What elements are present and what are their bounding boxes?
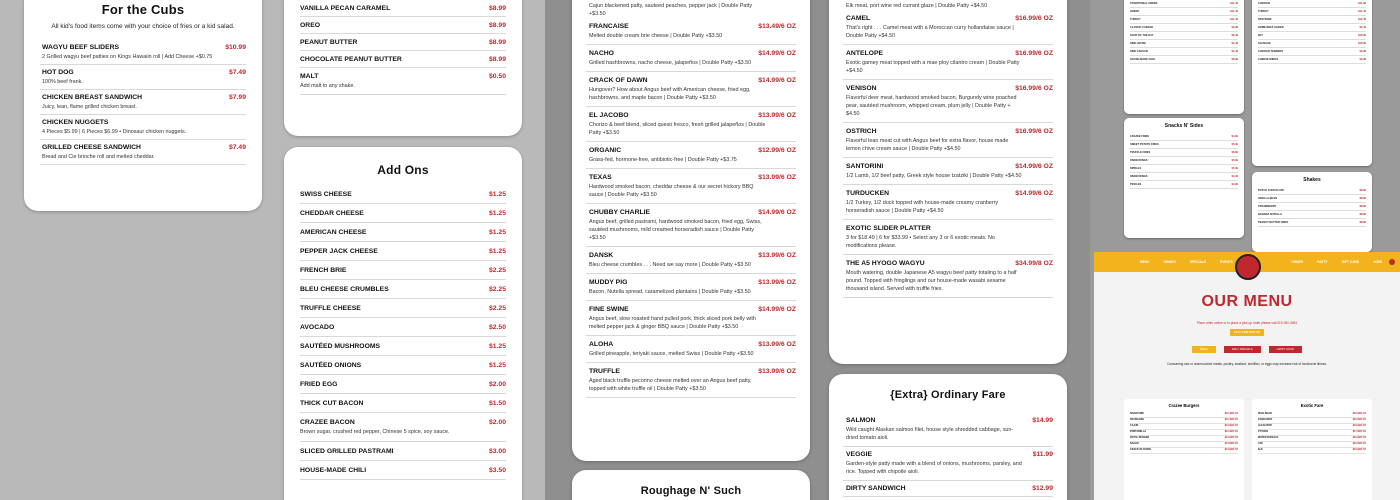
crazee-burgers-list <box>586 18 796 398</box>
menu-item <box>843 481 1053 497</box>
menu-item-header <box>846 190 1053 197</box>
menu-item-header <box>300 324 506 331</box>
tab-daily-specials[interactable]: DAILY SPECIALS <box>1224 346 1261 353</box>
website-exotic-fare-title: Exotic Fare <box>1300 403 1324 408</box>
menu-item-price: $14.99/6 OZ <box>1015 190 1053 197</box>
menu-item-name: CRAZEE BACON <box>300 419 355 426</box>
menu-item-header <box>300 305 506 312</box>
menu-item-description: 4 Pieces $5.99 | 6 Pieces $6.99 • Dinosaur chicken nuggets. <box>42 129 187 135</box>
menu-item-name: ANTELOPE <box>846 50 884 57</box>
menu-item-price: $7.49 <box>228 69 246 76</box>
menu-item-name: PEPPER JACK CHEESE <box>300 248 378 255</box>
menu-item-name: AMERICAN CHEESE <box>300 229 367 236</box>
menu-item-price: $14.99/6 OZ <box>1015 163 1053 170</box>
menu-item-name: TEXAS <box>589 174 612 181</box>
menu-item-name: ORGANIC <box>589 147 622 154</box>
menu-item-price: $13.99/6 OZ <box>758 112 796 119</box>
menu-item-price: $13.99/6 OZ <box>758 368 796 375</box>
thumbnail-snacks-page: Snacks N' Sides CRAZEE FRIES $4.99 SWEET POTATO FRIES $5.49 TRUFFLE FRIES $6.99 ONION RINGS $5.99 SPIRALS $5.49 ONION RINGS $4.49 PICKLES $4.99 <box>1124 118 1244 238</box>
menu-item-header <box>42 69 246 76</box>
menu-item-header <box>300 286 506 293</box>
menu-item-name: CHEDDAR CHEESE <box>300 210 364 217</box>
menu-item-header <box>589 77 796 84</box>
menu-item-description: Brown sugar, crushed red pepper, Chinese 5 spice, soy sauce. <box>300 429 450 435</box>
menu-item-description: Mouth watering, double Japanese A5 wagyu beef patty totaling to a half pound. Topped with fringlings and our house-made wasabi sesame thousand island. Served with truffle fries. <box>846 270 1017 292</box>
menu-item-price: $2.50 <box>488 324 506 331</box>
nav-events-link[interactable]: EVENTS <box>1220 260 1233 264</box>
menu-item-name: EL JACOBO <box>589 112 629 119</box>
menu-item-description: Flavorful lean meat cut with Angus beef for extra flavor, house made lemon chive cream sauce | Double Patty +$4.50 <box>846 138 1009 152</box>
menu-item-header <box>846 128 1053 135</box>
menu-item-description: 1/2 Lamb, 1/2 beef patty, Greek style house tzatziki | Double Patty +$4.50 <box>846 173 1022 179</box>
thumbnail-shakes-page: Shakes DUTCH CHOCOLATE $8.99 VANILLA BEAN $8.99 STRAWBERRY $8.99 BANANA NUTELLA $8.99 PEANUT BUTTER OREO $8.99 <box>1252 172 1372 252</box>
menu-item-name: CAMEL <box>846 15 871 22</box>
menu-item <box>300 413 506 442</box>
website-nav-bar <box>1094 252 1400 272</box>
menu-item-name: CHUBBY CHARLIE <box>589 209 651 216</box>
menu-item-name: EXOTIC SLIDER PLATTER <box>846 225 931 232</box>
menu-item-price: $3.50 <box>488 467 506 474</box>
menu-item-header <box>846 225 1053 232</box>
menu-item <box>300 318 506 337</box>
menu-item-description: Add malt to any shake. <box>300 83 355 89</box>
menu-item-price: $34.99/8 OZ <box>1015 260 1053 267</box>
menu-item-header <box>846 451 1053 458</box>
menu-item <box>300 280 506 299</box>
menu-item <box>586 18 796 45</box>
menu-item <box>300 34 506 51</box>
menu-item-price: $14.99/6 OZ <box>758 306 796 313</box>
exotic-lead-desc: Elk meat, port wine red currant glaze | Double Patty +$4.50 <box>846 3 988 9</box>
menu-item-description: Bleu cheese crumbles . . . Need we say more | Double Patty +$3.50 <box>589 262 751 268</box>
menu-item-name: SWISS CHEESE <box>300 191 352 198</box>
add-ons-list <box>300 185 506 480</box>
menu-item <box>843 80 1053 123</box>
shakes-card <box>284 0 522 136</box>
menu-item <box>843 158 1053 185</box>
menu-item-name: VEGGIE <box>846 451 873 458</box>
menu-item-price: $14.99 <box>1032 417 1053 424</box>
menu-item-price: $1.25 <box>488 210 506 217</box>
add-ons-title: Add Ons <box>377 163 429 177</box>
menu-item-price: $1.25 <box>488 248 506 255</box>
menu-item-price: $12.99/6 OZ <box>758 147 796 154</box>
menu-item <box>843 255 1053 298</box>
menu-item-price: $0.50 <box>488 73 506 80</box>
menu-item <box>40 140 246 165</box>
exotic-fare-card <box>829 0 1067 364</box>
menu-item-header <box>42 144 246 151</box>
menu-item-name: FRIED EGG <box>300 381 338 388</box>
menu-item-price: $1.25 <box>488 229 506 236</box>
menu-item-description: Wild caught Alaskan salmon filet, house style shredded cabbage, sun-dried tomato aioli. <box>846 427 1014 441</box>
call-for-pickup-button[interactable]: CALL FOR PICK UP <box>1230 329 1264 336</box>
menu-item <box>586 336 796 363</box>
menu-item-price: $3.00 <box>488 448 506 455</box>
menu-item-header <box>846 85 1053 92</box>
menu-item-header <box>589 252 796 259</box>
menu-item-description: 1/2 Turkey, 1/2 duck topped with house-made creamy cranberry horseradish sauce | Double Patty +$4.50 <box>846 200 999 214</box>
menu-item-header <box>589 279 796 286</box>
menu-item <box>843 123 1053 158</box>
menu-item-description: Garden-style patty made with a blend of onions, mushrooms, parsley, and rice. Topped with chipotle aioli. <box>846 461 1022 475</box>
menu-item-name: OREO <box>300 22 321 29</box>
restaurant-logo[interactable] <box>1235 254 1261 280</box>
roughage-card <box>572 470 810 500</box>
menu-item-header <box>589 209 796 216</box>
menu-item-price: $2.25 <box>488 305 506 312</box>
add-ons-card <box>284 147 522 500</box>
menu-item-price: $14.99/6 OZ <box>758 77 796 84</box>
menu-item <box>300 394 506 413</box>
menu-item-name: NACHO <box>589 50 614 57</box>
menu-item-header <box>589 306 796 313</box>
menu-item <box>300 0 506 17</box>
menu-item <box>300 51 506 68</box>
menu-item-header <box>589 23 796 30</box>
menu-item-header <box>300 343 506 350</box>
menu-item-name: CHOCOLATE PEANUT BUTTER <box>300 56 402 63</box>
menu-item-price: $7.99 <box>228 94 246 101</box>
menu-item-price: $13.99/6 OZ <box>758 252 796 259</box>
menu-item-name: SALMON <box>846 417 876 424</box>
menu-item-name: TURDUCKEN <box>846 190 890 197</box>
menu-item <box>586 72 796 107</box>
kids-menu-list <box>40 40 246 165</box>
menu-item <box>40 115 246 140</box>
menu-item <box>300 242 506 261</box>
menu-item <box>843 45 1053 80</box>
menu-item-name: HOUSE-MADE CHILI <box>300 467 367 474</box>
menu-item-header <box>300 191 506 198</box>
menu-item <box>40 40 246 65</box>
menu-item <box>586 107 796 142</box>
menu-item-header <box>846 163 1053 170</box>
menu-item <box>300 17 506 34</box>
nav-order-link[interactable]: ORDER <box>1291 260 1303 264</box>
menu-item-description: Flavorful deer meat, hardwood smoked bacon, Burgundy wine poached pear, sautéed mushroom, whipped cream, plum jelly | Double Patty + $4.50 <box>846 95 1017 117</box>
crazee-burgers-card <box>572 0 810 461</box>
menu-item-name: SAUTÉED ONIONS <box>300 362 362 369</box>
menu-item <box>586 301 796 336</box>
menu-item-name: FRANCAISE <box>589 23 629 30</box>
menu-item-header <box>300 362 506 369</box>
ordinary-fare-title: {Extra} Ordinary Fare <box>890 389 1006 401</box>
menu-item-description: 100% beef frank. <box>42 79 83 85</box>
menu-item-header <box>42 44 246 51</box>
menu-item <box>300 442 506 461</box>
menu-item-header <box>589 341 796 348</box>
menu-item-description: Hardwood smoked bacon, cheddar cheese & our secret hickory BBQ sauce | Double Patty +$3.50 <box>589 184 754 198</box>
menu-item-header <box>300 419 506 426</box>
menu-item-header <box>300 73 506 80</box>
website-preview <box>1094 252 1400 500</box>
menu-item-price: $8.99 <box>488 56 506 63</box>
menu-item <box>300 261 506 280</box>
menu-item-name: FINE SWINE <box>589 306 629 313</box>
menu-item-header <box>589 368 796 375</box>
menu-item-price: $1.50 <box>488 400 506 407</box>
menu-item-price: $2.00 <box>488 381 506 388</box>
menu-item-description: 2 Grilled wagyu beef patties on Kings Hawaiin roll | Add Cheese +$0.75 <box>42 54 213 60</box>
menu-item-description: Melted double cream brie cheese | Double Patty +$3.50 <box>589 33 723 39</box>
menu-item-name: WAGYU BEEF SLIDERS <box>42 44 120 51</box>
menu-item-price: $11.99 <box>1032 451 1053 458</box>
menu-item-name: SLICED GRILLED PASTRAMI <box>300 448 394 455</box>
website-exotic-fare-card: Exotic Fare WILD BOAR $16.99/6 OZ KANGAROO $16.99/6 OZ ALLIGATOR $16.99/6 OZ PYTHON $17.99/6 OZ WATER BUFFALO $16.99/6 OZ YAK $16.99/6 OZ ELK $16.99/6 OZ <box>1252 399 1372 500</box>
thumbnail-menu-page-2: CHICKEN $11.99 TURKEY $11.49 PASTRAMI $12.49 HOME BEEF SLIDER $3.49 BLT $10.99 SAUSAGE $10.99 CHICKEN TENDERS $9.99 CHEESE WINGS $9.99 <box>1252 0 1372 166</box>
menu-item-name: CHICKEN BREAST SANDWICH <box>42 94 143 101</box>
menu-item <box>300 185 506 204</box>
thumbnail-snacks-title: Snacks N' Sides <box>1164 123 1204 129</box>
menu-item-price: $2.25 <box>488 286 506 293</box>
menu-item-price: $2.00 <box>488 419 506 426</box>
social-icon[interactable] <box>1389 259 1395 265</box>
menu-item-header <box>846 417 1053 424</box>
menu-item <box>300 356 506 375</box>
menu-item-header <box>300 22 506 29</box>
website-menu-cards <box>1124 399 1372 500</box>
menu-item-name: VENISON <box>846 85 877 92</box>
menu-item-header <box>300 210 506 217</box>
website-crazee-burgers-card: Crazee Burgers SIGNATURE $13.49/6 OZ FRANCAISE $13.49/6 OZ CAJUN $13.99/6 OZ PORTABELLA $13.49/6 OZ ROYAL BURGER $13.99/6 OZ NACHO $14.99/6 OZ CRACK OF DAWN $14.99/6 OZ <box>1124 399 1244 500</box>
website-crazee-burgers-title: Crazee Burgers <box>1168 403 1200 408</box>
menu-item-name: BLEU CHEESE CRUMBLES <box>300 286 389 293</box>
menu-item-description: 3 for $18.49 | 6 for $33.99 • Select any 3 or 6 exotic meats. No modifications please. <box>846 235 995 249</box>
menu-item <box>586 247 796 274</box>
thumbnail-menu-page-1: TRADITIONAL GREEK $11.49 GREEK $11.49 TURKEY $11.49 CLASSIC CAESAR $9.99 SOUP OF THE DAY $6.49 SIDE HOUSE $4.49 SIDE CAESAR $4.49 HOUSE-MADE CHILI $6.99 <box>1124 0 1244 114</box>
menu-item-price: $16.99/6 OZ <box>1015 85 1053 92</box>
menu-item-description: Bacon, Nutella spread, caramelized plantains | Double Patty +$3.50 <box>589 289 751 295</box>
kids-menu-title: For the Cubs <box>101 2 185 17</box>
menu-item-name: HOT DOG <box>42 69 74 76</box>
menu-item-description: That's right . . . Camel meat with a Moroccan curry hollandaise sauce | Double Patty +$4.50 <box>846 25 1014 39</box>
menu-item-price: $14.99/6 OZ <box>758 209 796 216</box>
menu-item <box>300 299 506 318</box>
menu-item-name: ALOHA <box>589 341 614 348</box>
menu-item-header <box>42 94 246 101</box>
menu-item-price: $13.99/6 OZ <box>758 279 796 286</box>
menu-item <box>300 68 506 95</box>
menu-item-price: $13.99/6 OZ <box>758 174 796 181</box>
menu-item-header <box>589 112 796 119</box>
menu-item-name: MUDDY PIG <box>589 279 628 286</box>
menu-item-price: $14.99/6 OZ <box>758 50 796 57</box>
menu-item-header <box>300 400 506 407</box>
menu-item-header <box>300 5 506 12</box>
menu-item-price: $2.25 <box>488 267 506 274</box>
tab-menu[interactable]: MENU <box>1192 346 1216 353</box>
menu-item-name: MALT <box>300 73 319 80</box>
menu-item-header <box>589 50 796 57</box>
kids-menu-card <box>24 0 262 211</box>
menu-item <box>843 447 1053 481</box>
menu-item <box>586 363 796 398</box>
menu-item-description: Hungover? How about Angus beef with American cheese, fried egg, hashbrowns, and maple bacon | Double Patty +$3.50 <box>589 87 751 101</box>
menu-item-description: Angus beef, grilled pastrami, hardwood smoked bacon, fried egg, Swiss, sautéed mushrooms, mild creamed horseradish sauce | Double Patty +$3.50 <box>589 219 762 241</box>
menu-item-header <box>300 467 506 474</box>
menu-item-description: Grilled hashbrowns, nacho cheese, jalapeños | Double Patty +$3.50 <box>589 60 752 66</box>
website-menu-tabs <box>1094 346 1400 353</box>
menu-item-price: $16.99/6 OZ <box>1015 50 1053 57</box>
menu-item-header <box>300 448 506 455</box>
menu-item-description: Grilled pineapple, teriyaki sauce, melted Swiss | Double Patty +$3.50 <box>589 351 754 357</box>
ordinary-fare-card <box>829 374 1067 500</box>
menu-item-price: $7.49 <box>228 144 246 151</box>
menu-item-name: OSTRICH <box>846 128 877 135</box>
menu-item-description: Chorizo & beef blend, sliced queso fresco, fresh grilled jalapeños | Double Patty +$3.50 <box>589 122 766 136</box>
menu-item-name: FRENCH BRIE <box>300 267 347 274</box>
menu-item <box>300 375 506 394</box>
burger-lead-desc: Cajun blackened patty, sauteed peaches, pepper jack | Double Patty +$3.50 <box>589 3 753 17</box>
nav-drinks-link[interactable]: DRINKS <box>1163 260 1176 264</box>
menu-item-description: Bread and Cie brioche roll and melted cheddar. <box>42 154 155 160</box>
menu-item-price: $1.25 <box>488 362 506 369</box>
menu-item-description: Juicy, lean, flame grilled chicken breast. <box>42 104 137 110</box>
menu-item-description: Aged black truffle pecorino cheese melted over an Angus beef patty, topped with white truffle oil | Double Patty +$3.50 <box>589 378 752 392</box>
menu-item-price: $12.99 <box>1032 485 1053 492</box>
nav-menu-link[interactable]: MENU <box>1140 260 1150 264</box>
menu-item-header <box>846 485 1053 492</box>
menu-item <box>586 142 796 169</box>
menu-item-name: TRUFFLE <box>589 368 620 375</box>
menu-item-name: TRUFFLE CHEESE <box>300 305 361 312</box>
menu-item-header <box>589 174 796 181</box>
menu-item <box>586 274 796 301</box>
kids-menu-subtitle: All kid's food items come with your choice of fries or a kid salad. <box>51 23 235 30</box>
menu-item-price: $13.99/6 OZ <box>758 341 796 348</box>
nav-party-link[interactable]: PARTY <box>1316 260 1328 264</box>
menu-item-description: Exotic gamey meat topped with a mae ploy cilantro cream | Double Patty +$4.50 <box>846 60 1020 74</box>
website-menu-title: OUR MENU <box>1201 293 1293 310</box>
menu-item-name: THE A5 HYOGO WAGYU <box>846 260 925 267</box>
menu-item-name: SAUTÉED MUSHROOMS <box>300 343 381 350</box>
menu-item <box>40 90 246 115</box>
menu-item-price: $13.49/6 OZ <box>758 23 796 30</box>
menu-item-description: Angus beef, slow roasted hand pulled pork, thick sliced pork belly with melted pepper jack & ginger BBQ sauce | Double Patty +$3.50 <box>589 316 756 330</box>
menu-item-header <box>846 15 1053 22</box>
menu-item <box>843 220 1053 255</box>
menu-item <box>586 45 796 72</box>
menu-item-name: DANSK <box>589 252 614 259</box>
menu-item-header <box>589 147 796 154</box>
nav-specials-link[interactable]: SPECIALS <box>1190 260 1206 264</box>
shakes-list <box>300 0 506 95</box>
menu-item <box>843 185 1053 220</box>
menu-item-name: VANILLA PECAN CARAMEL <box>300 5 391 12</box>
menu-item-name: GRILLED CHEESE SANDWICH <box>42 144 141 151</box>
menu-item-price: $16.99/6 OZ <box>1015 15 1053 22</box>
menu-item-name: CRACK OF DAWN <box>589 77 648 84</box>
menu-item-header <box>300 229 506 236</box>
nav-jobs-link[interactable]: JOBS <box>1373 260 1382 264</box>
menu-item-name: THICK CUT BACON <box>300 400 364 407</box>
menu-item <box>40 65 246 90</box>
menu-item <box>300 461 506 480</box>
menu-item <box>843 10 1053 45</box>
menu-item <box>586 204 796 247</box>
menu-item-price: $8.99 <box>488 39 506 46</box>
menu-item-price: $1.25 <box>488 191 506 198</box>
menu-item-price: $8.99 <box>488 5 506 12</box>
menu-item-description: Grass-fed, hormone-free, antibiotic-free | Double Patty +$3.75 <box>589 157 737 163</box>
ordinary-fare-list <box>843 413 1053 497</box>
menu-item-header <box>300 39 506 46</box>
roughage-title: Roughage N' Such <box>640 485 742 497</box>
menu-item-price: $16.99/6 OZ <box>1015 128 1053 135</box>
menu-item-header <box>846 260 1053 267</box>
menu-item-header <box>300 267 506 274</box>
menu-item-price: $1.25 <box>488 343 506 350</box>
menu-item-header <box>846 50 1053 57</box>
menu-item <box>300 223 506 242</box>
menu-item-name: SANTORINI <box>846 163 884 170</box>
website-health-note: Consuming raw or undercooked meats, poultry, seafood, shellfish, or eggs may increase risk of foodborne illness. <box>1167 362 1327 366</box>
menu-item <box>300 337 506 356</box>
exotic-fare-list <box>843 10 1053 298</box>
menu-item <box>586 169 796 204</box>
website-order-info: Place order online or to place a pick up order please call 619-280-4094 <box>1196 321 1298 325</box>
menu-item-name: CHICKEN NUGGETS <box>42 119 109 126</box>
menu-item-header <box>42 119 246 126</box>
menu-item <box>843 413 1053 447</box>
menu-item <box>300 204 506 223</box>
menu-item-header <box>300 248 506 255</box>
menu-item-name: DIRTY SANDWICH <box>846 485 906 492</box>
menu-item-header <box>300 56 506 63</box>
menu-item-price: $10.99 <box>225 44 246 51</box>
menu-item-header <box>300 381 506 388</box>
menu-item-price: $8.99 <box>488 22 506 29</box>
tab-happy-hour[interactable]: HAPPY HOUR <box>1269 346 1302 353</box>
nav-gift-card-link[interactable]: GIFT CARD <box>1341 260 1360 264</box>
thumbnail-shakes-title: Shakes <box>1303 177 1321 183</box>
menu-item-name: AVOCADO <box>300 324 335 331</box>
menu-item-name: PEANUT BUTTER <box>300 39 358 46</box>
